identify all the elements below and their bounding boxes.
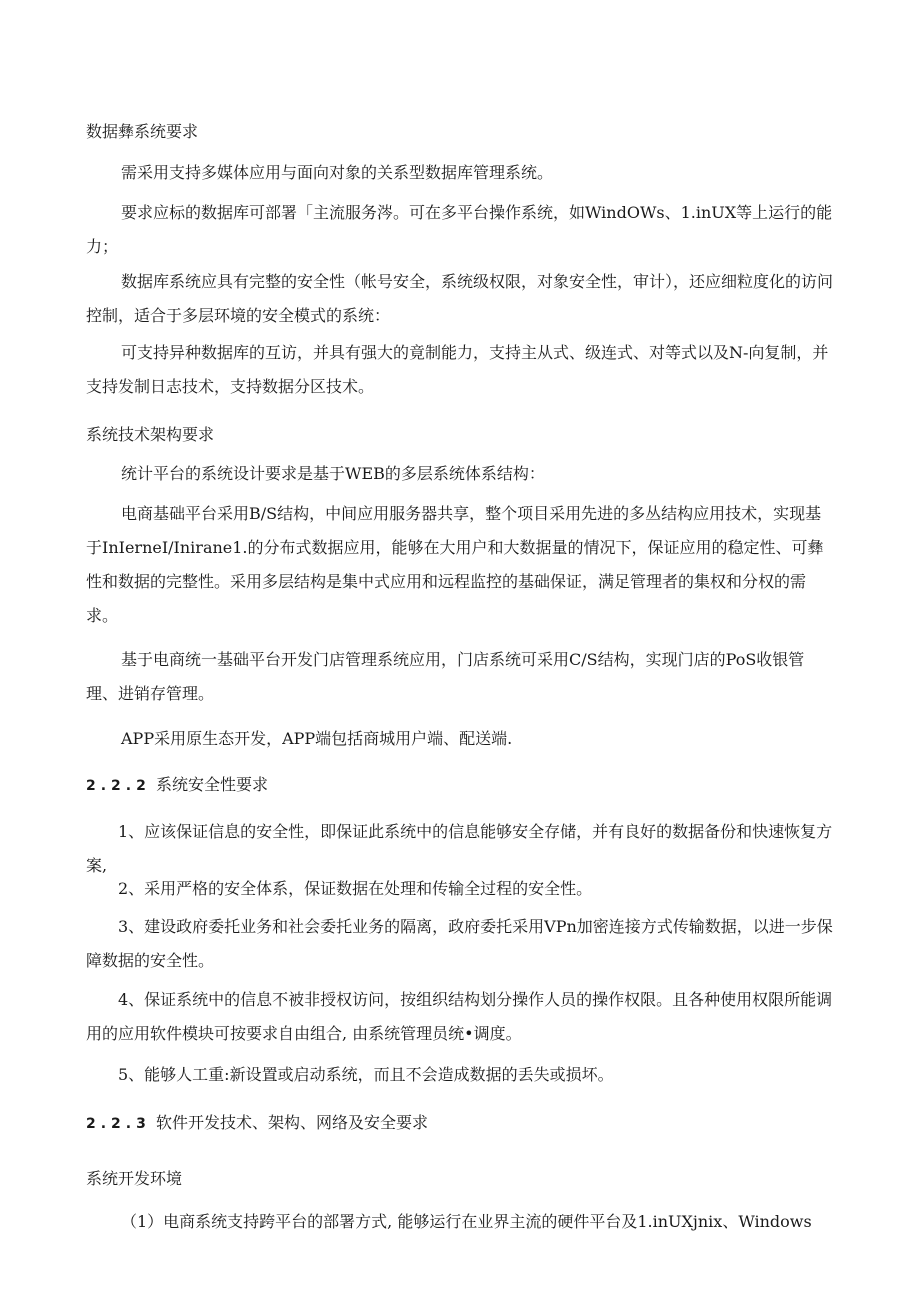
paragraph: 统计平台的系统设计要求是基于WEB的多层系统体系结构： [121, 464, 545, 483]
list-item: 2、采用严格的安全体系，保证数据在处理和传输全过程的安全性。 [118, 879, 593, 898]
section-heading-software [86, 1106, 834, 1141]
paragraph: APP采用原生态开发，APP端包括商城用户端、配送端. [121, 729, 513, 748]
list-item: 3、建设政府委托业务和社会委托业务的隔离，政府委托采用VPn加密连接方式传输数据，以进一步保障数据的安全性。 [86, 917, 833, 970]
list-item: 1、应该保证信息的安全性，即保证此系统中的信息能够安全存储，并有良好的数据备份和快速恢复方案, [86, 822, 833, 875]
section-heading-environment: 系统开发环境 [86, 1169, 183, 1188]
paragraph: 需采用支持多媒体应用与面向对象的关系型数据库管理系统。 [121, 163, 554, 182]
section-heading-security [86, 768, 834, 803]
paragraph: 基于电商统一基础平台开发门店管理系统应用，门店系统可采用C/S结构，实现门店的PoS收银管理、进销存管理。 [86, 650, 805, 703]
paragraph: 要求应标的数据库可部署「主流服务涔。可在多平台操作系统，如WindOWs、1.inUX等上运行的能力； [86, 203, 833, 256]
section-heading-database: 数据彝系统要求 [86, 122, 199, 141]
paragraph: 可支持异种数据库的互访，并具有强大的竟制能力，支持主从式、级连式、对等式以及N-向复制，并支持发制日志技术，支持数据分区技术。 [86, 343, 829, 396]
list-item: 5、能够人工重:新设置或启动系统，而且不会造成数据的丢失或损坏。 [118, 1065, 614, 1084]
section-heading-architecture: 系统技术架构要求 [86, 425, 215, 444]
section-title: 系统安全性要求 [155, 775, 268, 794]
section-title: 软件开发技术、架构、网络及安全要求 [155, 1113, 428, 1132]
paragraph: （1）电商系统支持跨平台的部署方式, 能够运行在业界主流的硬件平台及1.inUXjnix、Windows [121, 1212, 812, 1231]
paragraph: 数据库系统应具有完整的安全性（帐号安全，系统级权限，对象安全性，审计），还应细粒度化的访问控制，适合于多层环境的安全模式的系统： [86, 272, 834, 325]
section-number: 2.2.3 [86, 1116, 151, 1132]
section-number: 2.2.2 [86, 778, 151, 794]
paragraph: 电商基础平台采用B/S结构，中间应用服务器共享，整个项目采用先进的多丛结构应用技术，实现基于InIerneI/Inirane1.的分布式数据应用，能够在大用户和大数据量的情况下，保证应用的稳定性、可彝性和数据的完整性。采用多层结构是集中式应用和远程监控的基础保证，满足管理者的集权和分权的需求。 [86, 504, 824, 625]
list-item: 4、保证系统中的信息不被非授权访问，按组织结构划分操作人员的操作权限。且各种使用权限所能调用的应用软件模块可按要求自由组合, 由系统管理员统•调度。 [86, 990, 833, 1043]
